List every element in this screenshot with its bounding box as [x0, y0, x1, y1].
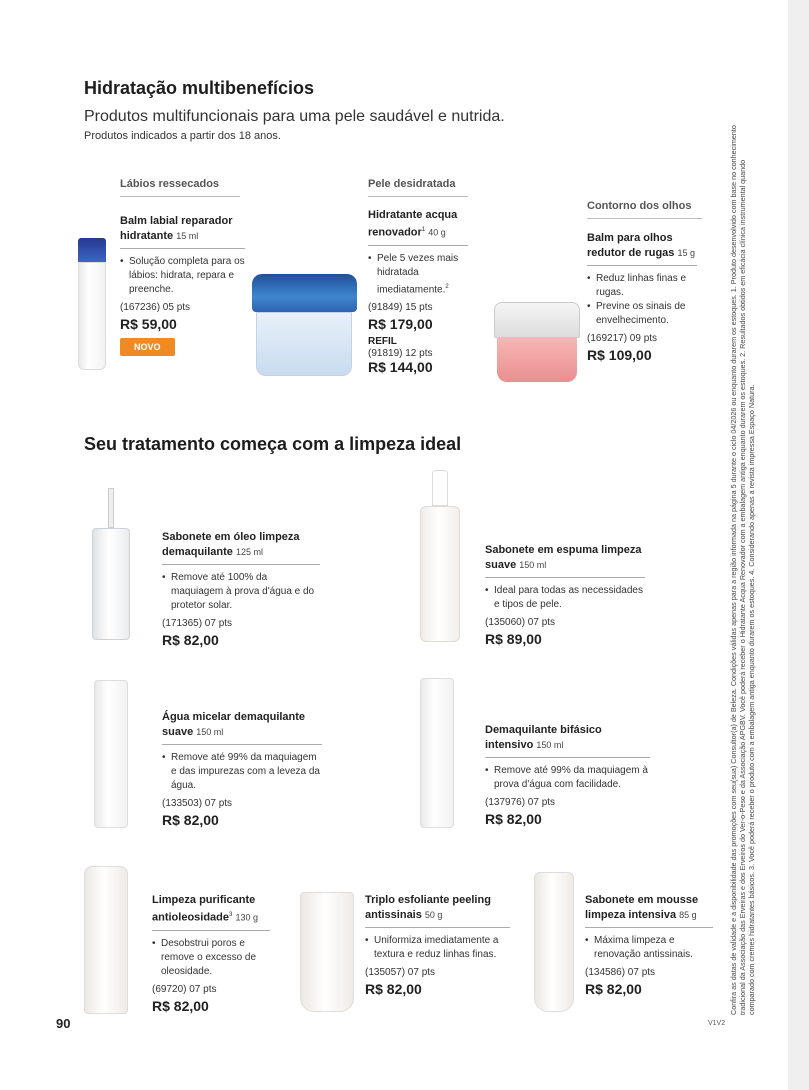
- product-divider: [162, 564, 320, 565]
- category-divider: [587, 218, 702, 219]
- product-bullet: • Remove até 99% da maquiagem à prova d'água com facilidade.: [485, 764, 650, 792]
- product-name: Sabonete em espuma limpeza suave 150 ml: [485, 544, 642, 571]
- category-divider: [120, 196, 240, 197]
- sabonete-oleo-bottle-image: [92, 488, 130, 640]
- product-divider: [368, 245, 468, 246]
- product-bullet: • Desobstrui poros e remove o excesso de oleosidade.: [152, 937, 270, 979]
- product-bullet: • Máxima limpeza e renovação antissinais.: [585, 934, 713, 962]
- product-name: Triplo esfoliante peeling antissinais 50 g: [365, 894, 491, 921]
- product-balm-olhos[interactable]: [587, 231, 697, 363]
- product-divider: [585, 927, 713, 928]
- product-bullet: • Pele 5 vezes mais hidratada imediatamente.$^2$: [368, 252, 468, 297]
- balm-olhos-jar-image: [494, 302, 580, 382]
- product-balm-labial[interactable]: [120, 214, 245, 356]
- product-name: Demaquilante bifásico intensivo 150 ml: [485, 724, 602, 751]
- product-price: R$ 82,00: [162, 632, 219, 648]
- product-code: (69720) 07 pts: [152, 983, 217, 995]
- section-title-hidratacao: Hidratação multibenefícios: [84, 78, 315, 98]
- page-number: 90: [56, 1016, 71, 1031]
- product-price: R$ 82,00: [585, 981, 642, 997]
- product-bullet: • Uniformiza imediatamente a textura e reduz linhas finas.: [365, 934, 510, 962]
- product-agua-micelar[interactable]: [162, 710, 322, 828]
- refil-code: (91819) 12 pts: [368, 347, 433, 359]
- product-name: Água micelar demaquilante suave 150 ml: [162, 711, 306, 738]
- product-code: (135057) 07 pts: [365, 967, 436, 978]
- product-bullet: • Remove até 99% da maquiagem e das impurezas com a leveza da água.: [162, 751, 322, 793]
- section-subtitle: Produtos multifuncionais para uma pele saudável e nutrida.: [84, 108, 505, 125]
- product-code: (134586) 07 pts: [585, 967, 656, 978]
- product-code: (169217) 09 pts: [587, 333, 658, 344]
- product-bullet: • Remove até 100% da maquiagem à prova d'água e do protetor solar.: [162, 571, 320, 613]
- product-divider: [152, 930, 270, 931]
- product-name: Limpeza purificante antioleosidade$^3$ 130 g: [152, 894, 258, 924]
- section-title-limpeza: Seu tratamento começa com a limpeza ideal: [84, 434, 462, 454]
- product-bullet: • Solução completa para os lábios: hidrata, repara e preenche.: [120, 255, 245, 297]
- hidratante-acqua-jar-image: [252, 274, 357, 378]
- limpeza-purificante-tube-image: [84, 866, 128, 1014]
- category-divider: [368, 196, 468, 197]
- product-price: R$ 82,00: [162, 812, 219, 828]
- product-code: (171365) 07 pts: [162, 618, 233, 629]
- age-note: Produtos indicados a partir dos 18 anos.: [84, 130, 281, 142]
- product-price: R$ 59,00: [120, 316, 177, 332]
- product-divider: [162, 744, 322, 745]
- refil-price: R$ 144,00: [368, 358, 433, 375]
- product-price: R$ 89,00: [485, 631, 542, 647]
- version-code: V1V2: [708, 1020, 726, 1027]
- product-divider: [485, 757, 650, 758]
- category-labios: Lábios ressecados: [120, 178, 220, 190]
- product-divider: [365, 927, 510, 928]
- product-code: (135060) 07 pts: [485, 617, 556, 628]
- product-price: R$ 82,00: [485, 811, 542, 827]
- product-bullet: • Reduz linhas finas e rugas.: [587, 272, 697, 300]
- product-name: Sabonete em mousse limpeza intensiva 85 g: [585, 894, 699, 921]
- product-divider: [120, 248, 245, 249]
- product-triplo-esfoliante[interactable]: [365, 893, 510, 997]
- product-code: (167236) 05 pts: [120, 302, 191, 313]
- product-price: R$ 82,00: [152, 997, 209, 1014]
- product-bullet: • Ideal para todas as necessidades e tipos de pele.: [485, 584, 645, 612]
- product-code: (91849) 15 pts: [368, 301, 433, 313]
- product-price: R$ 179,00: [368, 315, 433, 332]
- triplo-esfoliante-tube-image: [300, 892, 354, 1012]
- category-olhos: Contorno dos olhos: [587, 200, 692, 212]
- product-name: Sabonete em óleo limpeza demaquilante 125 ml: [162, 531, 300, 558]
- product-name: Hidratante acqua renovador$^1$ 40 g: [368, 209, 458, 239]
- balm-labial-image: [78, 238, 106, 370]
- category-pele: Pele desidratada: [368, 178, 456, 190]
- sabonete-mousse-tube-image: [534, 872, 574, 1012]
- product-price: R$ 82,00: [365, 981, 422, 997]
- new-badge: NOVO: [120, 338, 175, 356]
- product-code: (133503) 07 pts: [162, 798, 233, 809]
- product-divider: [485, 577, 645, 578]
- refil-label: REFIL: [368, 335, 397, 347]
- product-hidratante-acqua[interactable]: [368, 208, 468, 375]
- agua-micelar-bottle-image: [94, 680, 128, 828]
- product-limpeza-purificante[interactable]: [152, 893, 270, 1014]
- product-name: Balm labial reparador hidratante 15 ml: [120, 215, 233, 242]
- right-margin-strip: [788, 0, 809, 1090]
- product-demaquilante-bifasico[interactable]: [485, 723, 650, 827]
- legal-disclaimer: Confira as datas de validade e a disponibilidade das promoções com seu(sua) Consultor(a) de Beleza. Condições válidas apenas para a região informada na página 5 durante o ciclo 04/2026 ou enquanto durarem os estoques. 1. Produto desenvolvido com base no conhecimento tradicional da Associação das Erveiras e dos Erveiros do Ver-o-Peso e da Associação APGBV. Você poderá receber o Hidratante Acqua Renovador com a embalagem antiga enquanto durarem os estoques. 2. Resultados obtidos em eficácia clínica instrumental quando comparado com cremes hidratantes básicos. 3. Você poderá receber o produto com a embalagem antiga enquanto durarem os estoques. 4. Considerando apenas a revista impressa Espaço Natura.: [729, 125, 756, 1015]
- product-price: R$ 109,00: [587, 347, 652, 363]
- product-sabonete-oleo[interactable]: [162, 530, 320, 648]
- product-code: (137976) 07 pts: [485, 797, 556, 808]
- product-name: Balm para olhos redutor de rugas 15 g: [587, 232, 695, 259]
- sabonete-espuma-bottle-image: [420, 470, 460, 642]
- product-bullet: • Previne os sinais de envelhecimento.: [587, 300, 697, 328]
- product-sabonete-espuma[interactable]: [485, 543, 645, 647]
- product-sabonete-mousse[interactable]: [585, 893, 713, 997]
- product-divider: [587, 265, 697, 266]
- demaquilante-bifasico-bottle-image: [420, 678, 454, 828]
